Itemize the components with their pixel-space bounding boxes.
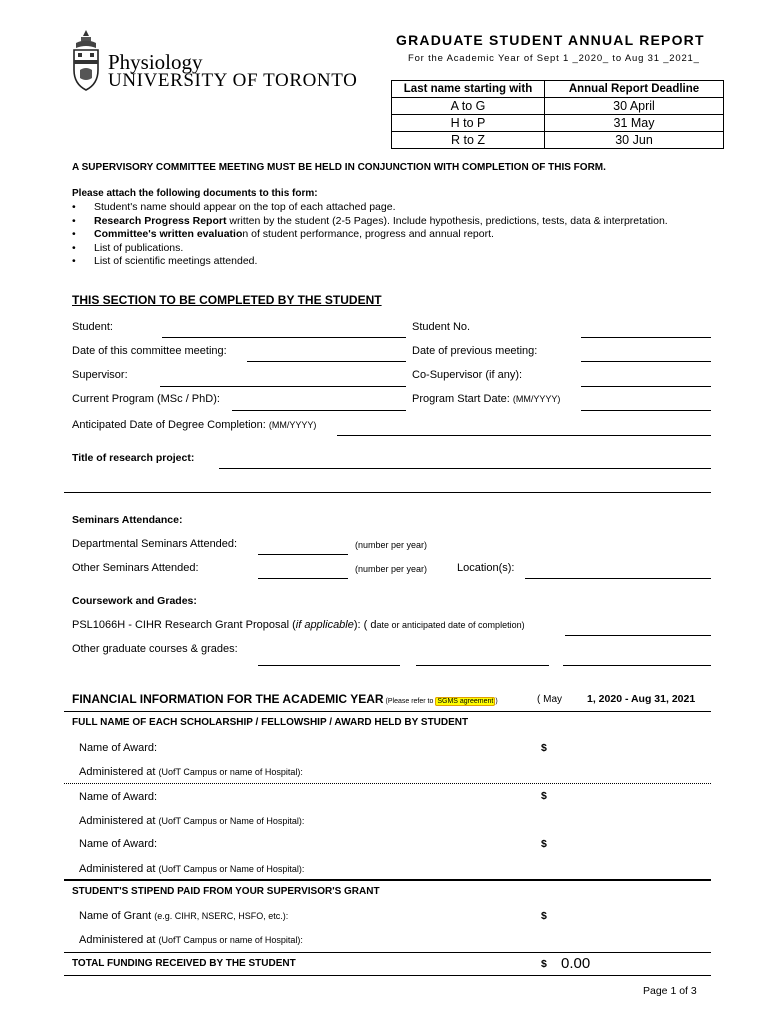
grant-admin-label: Administered at (UofT Campus or name of Hospital): — [79, 934, 303, 946]
deadline-date: 30 April — [545, 98, 724, 115]
prev-meeting-label: Date of previous meeting: — [412, 345, 538, 357]
deadline-date: 31 May — [545, 115, 724, 132]
page-number: Page 1 of 3 — [643, 985, 697, 997]
total-dollar: $ — [541, 958, 547, 970]
page-title: GRADUATE STUDENT ANNUAL REPORT — [396, 32, 705, 48]
seminars-heading: Seminars Attendance: — [72, 514, 183, 526]
per-year-note: (number per year) — [355, 564, 428, 574]
grant-dollar: $ — [541, 910, 547, 922]
program-field[interactable] — [232, 410, 406, 411]
cosupervisor-field[interactable] — [581, 386, 711, 387]
award-name-label: Name of Award: — [79, 742, 158, 754]
research-title-field[interactable] — [219, 468, 711, 469]
divider — [64, 711, 711, 712]
award-admin-label: Administered at (UofT Campus or Name of Hospital): — [79, 815, 305, 827]
other-courses-field-2[interactable] — [416, 665, 549, 666]
deadline-date: 30 Jun — [545, 132, 724, 149]
deadline-table — [391, 80, 724, 149]
award-name-label: Name of Award: — [79, 791, 158, 803]
award-dollar: $ — [541, 742, 547, 754]
research-title-label: Title of research project: — [72, 452, 195, 464]
anticipated-field[interactable] — [337, 435, 711, 436]
other-courses-field-3[interactable] — [563, 665, 711, 666]
list-item: • List of scientific meetings attended. — [72, 255, 668, 269]
supervisor-field[interactable] — [160, 386, 406, 387]
committee-date-label: Date of this committee meeting: — [72, 345, 227, 357]
research-title-field-2[interactable] — [64, 492, 711, 493]
attach-heading: Please attach the following documents to this form: — [72, 188, 318, 199]
list-item: • Committee's written evaluation of student performance, progress and annual report. — [72, 228, 668, 242]
program-start-field[interactable] — [581, 410, 711, 411]
divider — [64, 879, 711, 881]
financial-may: ( May — [537, 694, 562, 705]
committee-notice: A SUPERVISORY COMMITTEE MEETING MUST BE HELD IN CONJUNCTION WITH COMPLETION OF THIS FORM. — [72, 162, 606, 173]
committee-date-field[interactable] — [247, 361, 406, 362]
award-dollar: $ — [541, 790, 547, 802]
location-label: Location(s): — [457, 562, 515, 574]
other-seminars-label: Other Seminars Attended: — [72, 562, 199, 574]
award-admin-label: Administered at (UofT Campus or name of Hospital): — [79, 766, 303, 778]
location-field[interactable] — [525, 578, 711, 579]
award-name-label: Name of Award: — [79, 838, 158, 850]
award-dollar: $ — [541, 838, 547, 850]
divider — [64, 975, 711, 976]
award-admin-label: Administered at (UofT Campus or Name of Hospital): — [79, 863, 305, 875]
student-field[interactable] — [162, 337, 406, 338]
total-funding-value[interactable]: 0.00 — [561, 955, 591, 972]
scholarship-heading: FULL NAME OF EACH SCHOLARSHIP / FELLOWSHIP / AWARD HELD BY STUDENT — [72, 717, 469, 728]
supervisor-label: Supervisor: — [72, 369, 128, 381]
academic-year-subtitle: For the Academic Year of Sept 1 _2020_ to Aug 31 _2021_ — [408, 53, 700, 64]
deadline-col-date: Annual Report Deadline — [545, 81, 724, 98]
crest-logo-icon — [70, 28, 102, 96]
program-start-label: Program Start Date: (MM/YYYY) — [412, 393, 561, 405]
logo-department: Physiology — [108, 50, 203, 74]
per-year-note: (number per year) — [355, 540, 428, 550]
student-no-field[interactable] — [581, 337, 711, 338]
divider — [64, 783, 711, 784]
prev-meeting-field[interactable] — [581, 361, 711, 362]
sgms-agreement-link[interactable]: SGMS agreement — [437, 698, 494, 705]
other-courses-label: Other graduate courses & grades: — [72, 643, 238, 655]
deadline-range: R to Z — [392, 132, 545, 149]
total-funding-label: TOTAL FUNDING RECEIVED BY THE STUDENT — [72, 958, 296, 969]
financial-range: 1, 2020 - Aug 31, 2021 — [587, 693, 696, 705]
list-item: • List of publications. — [72, 242, 668, 256]
departmental-seminars-field[interactable] — [258, 554, 348, 555]
deadline-range: A to G — [392, 98, 545, 115]
deadline-col-lastname: Last name starting with — [392, 81, 545, 98]
cosupervisor-label: Co-Supervisor (if any): — [412, 369, 523, 381]
departmental-seminars-label: Departmental Seminars Attended: — [72, 538, 238, 550]
coursework-heading: Coursework and Grades: — [72, 595, 197, 607]
deadline-range: H to P — [392, 115, 545, 132]
financial-title: FINANCIAL INFORMATION FOR THE ACADEMIC YEAR (Please refer to SGMS agreement ) — [72, 692, 498, 706]
logo-university: UNIVERSITY OF TORONTO — [108, 70, 358, 91]
other-seminars-field[interactable] — [258, 578, 348, 579]
list-item: • Research Progress Report written by the student (2-5 Pages). Include hypothesis, predictions, tests, data & interpretation. — [72, 215, 668, 229]
program-label: Current Program (MSc / PhD): — [72, 393, 220, 405]
attach-list — [72, 201, 668, 269]
student-no-label: Student No. — [412, 321, 471, 333]
anticipated-label: Anticipated Date of Degree Completion: (MM/YYYY) — [72, 419, 317, 431]
student-section-title: THIS SECTION TO BE COMPLETED BY THE STUDENT — [72, 293, 382, 307]
student-label: Student: — [72, 321, 113, 333]
stipend-heading: STUDENT'S STIPEND PAID FROM YOUR SUPERVISOR'S GRANT — [72, 886, 380, 897]
grant-name-label: Name of Grant (e.g. CIHR, NSERC, HSFO, etc.): — [79, 910, 289, 922]
divider — [64, 952, 711, 953]
other-courses-field-1[interactable] — [258, 665, 400, 666]
psl1066h-field[interactable] — [565, 635, 711, 636]
list-item: • Student's name should appear on the top of each attached page. — [72, 201, 668, 215]
psl1066h-label: PSL1066H - CIHR Research Grant Proposal (if applicable): ( date or anticipated date of completion) — [72, 619, 525, 631]
